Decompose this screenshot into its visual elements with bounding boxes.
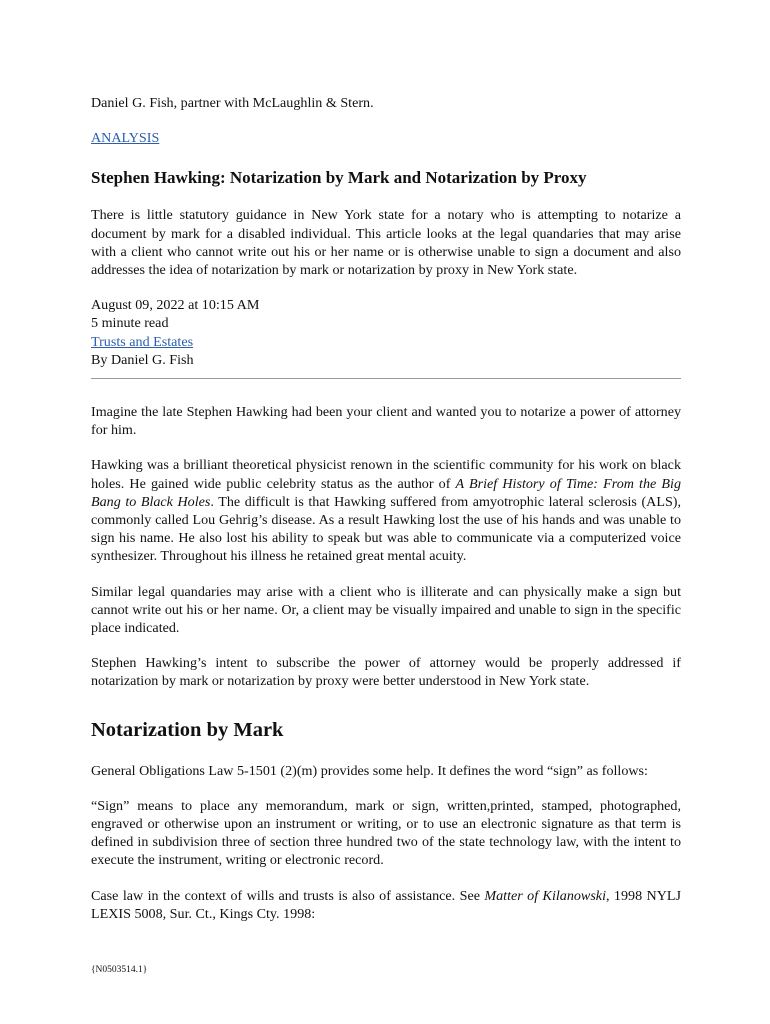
body-text: , 1998 NYLJ LEXIS 5008, Sur. Ct., Kings Cty. 1998: xyxy=(91,887,681,922)
statute-quote: “Sign” means to place any memorandum, mark or sign, written,printed, stamped, photographed, engraved or otherwise upon an instrument or writing, or to use an electronic signature as that term is defined in subdivision three of section three hundred two of the state technology law, with the intent to execute the instrument, writing or electronic record. xyxy=(91,797,681,869)
book-title: A Brief History of Time: From the Big Bang to Black Holes xyxy=(91,475,681,510)
author-line: Daniel G. Fish, partner with McLaughlin & Stern. xyxy=(91,95,374,111)
body-paragraph: General Obligations Law 5-1501 (2)(m) provides some help. It defines the word “sign” as follows: xyxy=(91,762,648,779)
article-summary: There is little statutory guidance in New York state for a notary who is attempting to notarize a document by mark for a disabled individual. This article looks at the legal quandaries that may arise with a client who cannot write out his or her name or is otherwise unable to sign a document and also addresses the idea of notarization by mark or notarization by proxy in New York state. xyxy=(91,207,681,279)
read-time: 5 minute read xyxy=(91,315,169,332)
divider xyxy=(91,378,681,379)
byline: By Daniel G. Fish xyxy=(91,351,194,368)
body-text: Case law in the context of wills and trusts is also of assistance. See xyxy=(91,887,485,904)
body-paragraph xyxy=(91,887,681,923)
case-name: Matter of Kilanowski xyxy=(484,887,606,904)
analysis-category-link[interactable]: ANALYSIS xyxy=(91,130,160,147)
body-paragraph: Imagine the late Stephen Hawking had been your client and wanted you to notarize a power of attorney for him. xyxy=(91,404,681,439)
publish-date: August 09, 2022 at 10:15 AM xyxy=(91,297,260,314)
article-meta xyxy=(91,296,681,369)
document-code: {N0503514.1} xyxy=(91,965,148,975)
body-text: . The difficult is that Hawking suffered from amyotrophic lateral sclerosis (ALS), commonly called Lou Gehrig’s disease. As a result Hawking lost the use of his hands and was unable to sign his name. He also lost his ability to speak but was able to communicate via a computerized voice synthesizer. Throughout his illness he retained great mental acuity. xyxy=(91,493,682,565)
body-paragraph xyxy=(91,456,681,565)
section-heading: Notarization by Mark xyxy=(91,718,284,741)
body-paragraph: Stephen Hawking’s intent to subscribe the power of attorney would be properly addressed if notarization by mark or notarization by proxy were better understood in New York state. xyxy=(91,655,681,690)
body-paragraph: Similar legal quandaries may arise with a client who is illiterate and can physically make a sign but cannot write out his or her name. Or, a client may be visually impaired and unable to sign in the specific place indicated. xyxy=(91,583,681,637)
section-link-trusts-and-estates[interactable]: Trusts and Estates xyxy=(91,333,194,350)
article-title: Stephen Hawking: Notarization by Mark and Notarization by Proxy xyxy=(91,168,587,188)
document-page xyxy=(91,86,681,923)
body-text: Hawking was a brilliant theoretical physicist renown in the scientific community for his work on black holes. He gained wide public celebrity status as the author of xyxy=(91,457,681,492)
